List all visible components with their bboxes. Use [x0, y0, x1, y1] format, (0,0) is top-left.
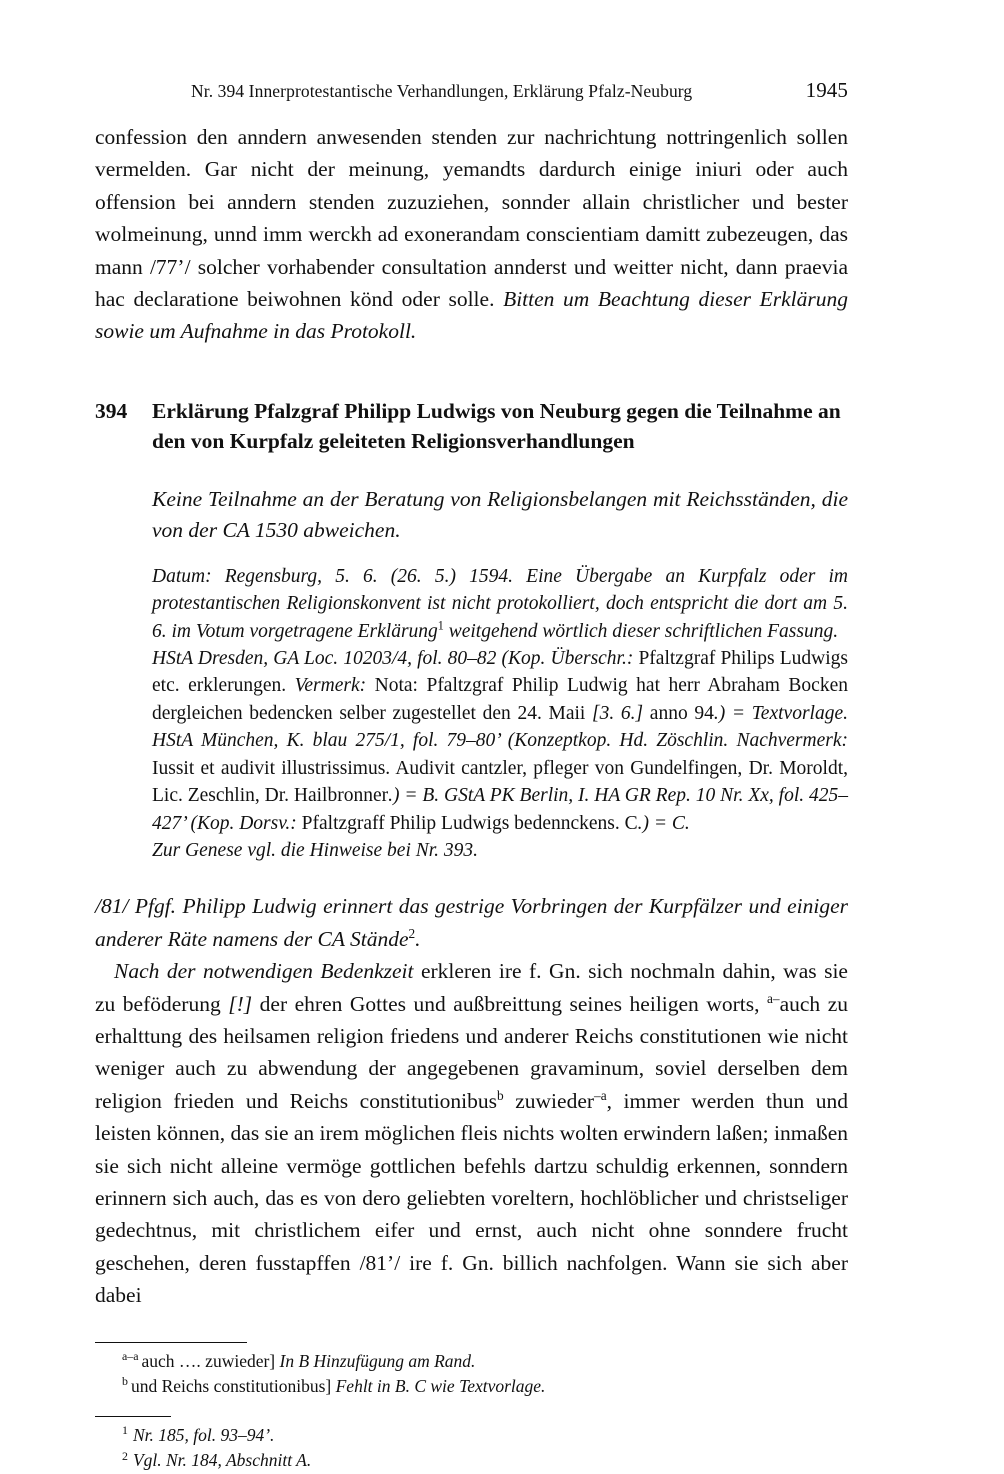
footnote-list: [95, 1423, 848, 1474]
apparatus-letter-marker-0: a–a: [122, 1348, 139, 1363]
source-datum: [152, 563, 848, 645]
transcription-italic-2: [!]: [228, 991, 253, 1016]
transcription-roman-2: der ehren Gottes und außbreittung seines heiligen worts,: [252, 991, 767, 1016]
apparatus-letter-lemma-1: und Reichs constitutionibus]: [130, 1376, 332, 1397]
witness-a-signature: HStA Dresden, GA Loc. 10203/4, fol. 80–82 (Kop. Überschr.:: [152, 648, 634, 670]
transcription-italic-1: Nach der notwendigen Bedenkzeit: [114, 959, 414, 984]
witness-b-italic-2: .) = C.: [637, 812, 690, 834]
transcription-roman-4: zuwieder: [503, 1088, 595, 1113]
apparatus-letter-list: [95, 1349, 848, 1400]
source-datum-text-1: Datum: Regensburg, 5. 6. (26. 5.) 1594. Eine Übergabe an Kurpfalz oder im protestantischen Religionskonvent ist nicht protokolliert, doch entspricht die dort am 5. 6. im Votum vorgetragene Erklärung: [152, 565, 848, 642]
apparatus-marker-a-open: a–: [767, 990, 780, 1006]
page-content: [95, 0, 848, 1474]
section-heading: [95, 396, 848, 456]
page-number: 1945: [805, 78, 848, 102]
source-genese-text: Zur Genese vgl. die Hinweise bei Nr. 393.: [152, 839, 479, 861]
transcription-lead: [95, 890, 848, 955]
source-genese: [152, 837, 848, 864]
apparatus-letter-item-0: [95, 1349, 848, 1375]
apparatus-letter-item-1: [95, 1374, 848, 1400]
footnote-marker-0: 1: [122, 1422, 128, 1437]
footnote-text-0: Nr. 185, fol. 93–94’.: [132, 1424, 275, 1445]
section-title-line-2: an den von Kurpfalz geleiteten Religionsverhandlungen: [152, 398, 841, 453]
witness-a-italic-1: Vermerk:: [294, 675, 367, 697]
witness-b-italic-1: .) = B. GStA PK Berlin, I. HA GR Rep. 10 Nr. Xx, fol. 425–427’ (Kop. Dorsv.:: [152, 785, 848, 834]
apparatus-rule: [95, 1342, 247, 1343]
transcription-main: [95, 955, 848, 1311]
apparatus-letter-note-1: Fehlt in B. C wie Textvorlage.: [331, 1376, 546, 1397]
continued-paragraph: [95, 121, 848, 348]
footnote-item-0: [95, 1423, 848, 1449]
source-witness-a: [152, 645, 848, 837]
witness-b-roman-1: Iussit et audivit illustrissimus. Audivit cantzler, pfleger von Gundelfingen, Dr. Moroldt, Lic. Zeschlin, Dr. Hailbronner: [152, 757, 848, 807]
regest-text: Keine Teilnahme an der Beratung von Religionsbelangen mit Reichsständen, die von der CA 1530 abweichen.: [152, 486, 848, 542]
transcription-lead-italic-1: /81/ Pfgf. Philipp Ludwig erinnert das gestrige Vorbringen der Kurpfälzer und einiger anderer Räte namens der CA Stände: [95, 894, 848, 951]
transcription-roman-5: , immer werden thun und leisten können, das sie an irem möglichen fleis nichts wolten erwindern laßen; inmaßen sie sich nicht alleine vermöge gottlichen befehls dartzu schuldig erkennen, sonndern erinnern sich auch, das es von dero geliebten voreltern, hochlöblicher und christseliger gedechtnus, mit christlichem eifer und ernst, auch nicht ohne sonndere frucht geschehen, deren fusstapffen /81’/ ire f. Gn. billich nachfolgen. Wann sie sich aber dabei: [95, 1088, 848, 1308]
running-head-title: Nr. 394 Innerprotestantische Verhandlungen, Erklärung Pfalz-Neuburg: [191, 81, 693, 101]
footnote-ref-1: 1: [437, 618, 444, 633]
transcription-roman-3: auch zu erhalttung des heilsamen religion friedens und anderer Reichs constitutionen wie nicht weniger auch zu abwendung der angegebenen gravaminum, soviel derselben dem religion frieden und Reichs constitutionibus: [95, 991, 848, 1113]
source-datum-text-2: weitgehend wörtlich dieser schriftlichen Fassung.: [443, 620, 839, 642]
apparatus-letter-marker-1: b: [122, 1374, 128, 1389]
apparatus-criticus: [95, 1342, 848, 1400]
apparatus-letter-note-0: In B Hinzufügung am Rand.: [275, 1350, 476, 1371]
section-title-line-1: Erklärung Pfalzgraf Philipp Ludwigs von Neuburg gegen die Teilnahme: [152, 398, 813, 423]
footnote-item-1: [95, 1448, 848, 1474]
regest: [152, 484, 848, 546]
apparatus-marker-a-close: –a: [594, 1087, 607, 1103]
witness-b-roman-2: Pfaltzgraff Philip Ludwigs bedennckens. C: [296, 812, 638, 834]
footnote-ref-2: 2: [408, 925, 416, 941]
witness-a-italic-2: [3. 6.]: [592, 702, 644, 724]
section-number: 394: [95, 398, 128, 423]
witness-a-roman-2: Nota: Pfaltzgraf Philip Ludwig hat herr Abraham Bocken dergleichen bedencken selber zugestellet den 24. Maii: [152, 675, 848, 724]
transcription: [95, 890, 848, 1311]
footnote-marker-1: 2: [122, 1448, 128, 1463]
continued-paragraph-roman: confession den anndern anwesenden stenden zur nachrichtung nottringenlich sollen vermelden. Gar nicht der meinung, yemandts dardurch einige iniuri oder auch offension bei anndern stenden zuzuziehen, sonnder allain christlicher und bester wolmeinung, unnd imm werckh ad exonerandam conscientiam damitt zubezeugen, das mann /77’/ solcher vorhabender consultation annderst und weitter nicht, dann praevia hac declaratione beiwohnen könd oder solle.: [95, 125, 848, 312]
source-description: [152, 563, 848, 864]
transcription-lead-italic-2: .: [415, 926, 421, 951]
apparatus-letter-lemma-0: auch …. zuwieder]: [141, 1350, 276, 1371]
witness-a-italic-3: .) = Textvorlage. HStA München, K. blau 275/1, fol. 79–80’ (Konzeptkop. Hd. Zöschlin. Nachvermerk:: [152, 702, 848, 752]
footnotes: [95, 1416, 848, 1474]
section-title: [152, 396, 848, 456]
continued-paragraph-italic: Bitten um Beachtung dieser Erklärung sowie um Aufnahme in das Protokoll.: [95, 287, 848, 344]
witness-a-roman-1: Pfaltzgraf Philips Ludwigs etc. erklerungen.: [152, 648, 848, 697]
witness-a-roman-3: anno 94: [643, 702, 714, 724]
footnote-text-1: Vgl. Nr. 184, Abschnitt A.: [132, 1450, 312, 1471]
footnote-rule: [95, 1416, 171, 1417]
transcription-roman-1: erkleren ire f. Gn. sich nochmaln dahin, was sie zu beföderung: [95, 959, 848, 1016]
apparatus-marker-b: b: [497, 1087, 504, 1103]
running-head: [95, 0, 848, 103]
